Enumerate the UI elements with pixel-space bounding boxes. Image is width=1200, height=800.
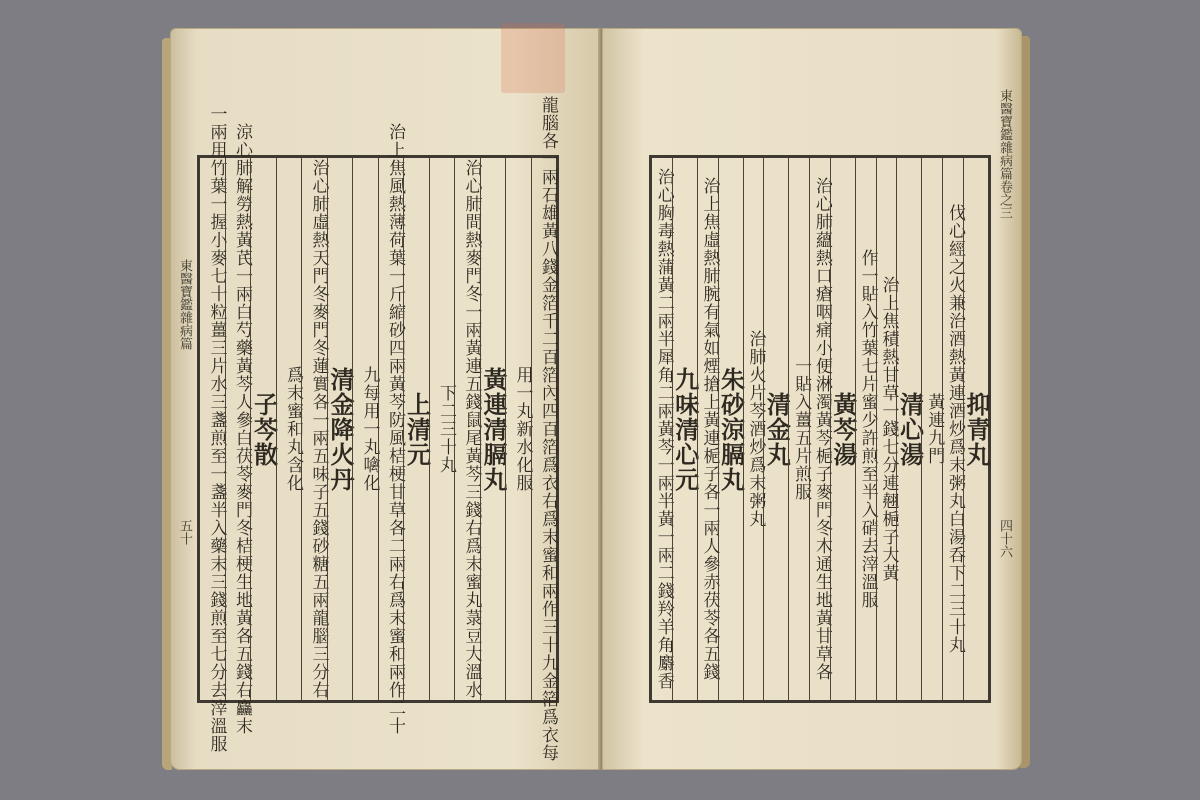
prescription-title: 上清元 [403, 158, 429, 700]
prescription-title: 抑青丸 [963, 158, 988, 700]
text-column: 一兩用竹葉一握小麥七十粒薑三片水三盞煎至一盞半入藥末三錢煎至七分去滓溫服 [206, 105, 227, 753]
prescription-title: 清金降火丹 [327, 158, 353, 700]
text-column: 黃連九門 [921, 158, 942, 700]
text-column: 治心肺間熱麥門冬一兩黃連五錢鼠尾黃芩三錢右爲末蜜丸菉豆大溫水 [454, 158, 480, 700]
text-column: 治心肺虛熱天門冬麥門冬蓮實各一兩五味子五錢砂糖五兩龍腦三分右 [301, 158, 327, 700]
text-column: 治心肺蘊熱口瘡咽痛小便淋濁黃芩梔子麥門冬木通生地黃甘草各 [809, 158, 830, 700]
prescription-title: 九味清心元 [672, 158, 697, 700]
prescription-title: 朱砂涼膈丸 [718, 158, 743, 700]
text-column: 作一貼入竹葉七片蜜少許煎至半入硝去滓溫服 [855, 158, 876, 700]
right-page [602, 28, 1022, 770]
text-column: 治上焦虛熱肺腕有氣如煙搶上黃連梔子各一兩人參赤茯苓各五錢 [697, 158, 718, 700]
text-column: 一貼入薑五片煎服 [788, 158, 809, 700]
text-column: 治上焦積熱甘草一錢七分連翹梔子大黃 [876, 158, 897, 700]
prescription-title: 清金丸 [763, 158, 788, 700]
left-page [170, 28, 602, 770]
prescription-title: 黃連清膈丸 [480, 158, 506, 700]
left-margin-title: 東醫寶鑑雜病篇 [177, 259, 192, 350]
text-column: 下二三十丸 [429, 158, 455, 700]
text-column: 用一丸新水化服 [505, 158, 531, 700]
left-text-frame [197, 96, 559, 762]
prescription-title: 清心湯 [896, 158, 921, 700]
right-text-frame [649, 155, 991, 703]
text-column: 伐心經之火兼治酒熱黃連酒炒爲末粥丸白湯呑下二三十丸 [942, 158, 963, 700]
library-stamp [501, 23, 565, 93]
prescription-title: 黃芩湯 [830, 158, 855, 700]
prescription-title: 子芩散 [250, 158, 276, 700]
text-column: 治上焦風熱薄荷葉一斤縮砂四兩黃芩防風桔梗甘草各二兩右爲末蜜和兩作二十 [378, 158, 404, 700]
left-page-number: 五十 [177, 519, 192, 545]
right-page-number: 四十六 [997, 519, 1012, 558]
text-column: 龍腦各一兩石雄黃八錢金箔千二百箔內四百箔爲衣右爲末蜜和兩作三十九金箔爲衣每 [531, 158, 557, 700]
text-column: 爲末蜜和丸含化 [276, 158, 302, 700]
text-column: 九每用一丸噙化 [352, 158, 378, 700]
text-column: 涼心肺解勞熱黃芪一兩白芍藥黃芩人參白茯苓麥門冬桔梗生地黃各五錢右麤末 [225, 158, 251, 700]
right-margin-title: 東醫寶鑑雜病篇卷之三 [997, 89, 1012, 219]
text-column: 治肺火片芩酒炒爲末粥丸 [743, 158, 764, 700]
text-column: 治心胸毒熱蒲黃二兩半犀角二兩黃芩一兩半黃一兩二錢羚羊角麝香 [653, 168, 674, 690]
open-book [170, 28, 1030, 778]
